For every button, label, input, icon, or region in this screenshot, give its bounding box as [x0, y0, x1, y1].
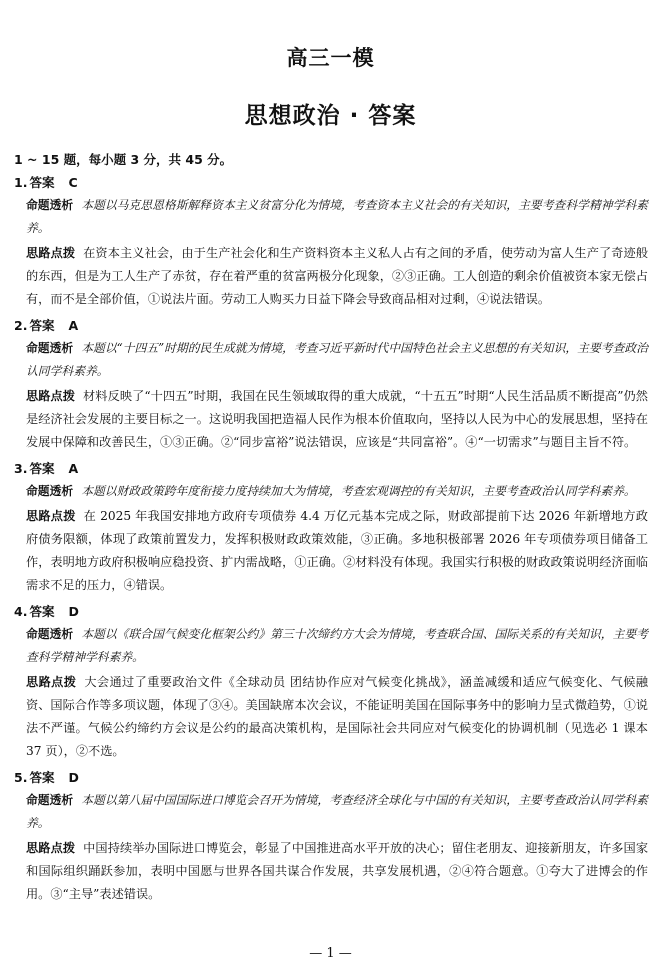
- question-number: 5.: [14, 770, 28, 785]
- question-list: [14, 172, 648, 910]
- question-header: [14, 601, 648, 623]
- answer-value: A: [68, 318, 79, 333]
- analysis-paragraph: [26, 623, 648, 669]
- hint-paragraph: [26, 242, 648, 311]
- analysis-text: 本题以《联合国气候变化框架公约》第三十次缔约方大会为情境，考查联合国、国际关系的有关知识，主要考查科学精神学科素养。: [26, 627, 648, 664]
- question-header: [14, 767, 648, 789]
- answer-label: 答案: [29, 604, 55, 619]
- hint-label: 思路点拨: [26, 509, 76, 523]
- subject-title: 思想政治 · 答案: [244, 103, 417, 129]
- answer-label: 答案: [29, 770, 55, 785]
- hint-paragraph: [26, 671, 648, 763]
- analysis-label: 命题透析: [26, 341, 74, 355]
- question-item: [14, 767, 648, 906]
- analysis-label: 命题透析: [26, 793, 74, 807]
- answer-label: 答案: [29, 318, 55, 333]
- answer-label: 答案: [29, 461, 55, 476]
- section-intro: 1 ~ 15 题，每小题 3 分，共 45 分。: [14, 152, 233, 167]
- hint-label: 思路点拨: [26, 841, 76, 855]
- question-item: [14, 601, 648, 763]
- hint-label: 思路点拨: [26, 246, 76, 260]
- answer-value: D: [68, 604, 79, 619]
- question-item: [14, 315, 648, 454]
- hint-text: 大会通过了重要政治文件《全球动员 团结协作应对气候变化挑战》，涵盖减缓和适应气候变化、气候融资、国际合作等多项议题，体现了③④。美国缺席本次会议，不能证明美国在国际事务中的影响力呈式微趋势，①说法不严谨。气候公约缔约方会议是公约的最高决策机构，是国际社会共同应对气候变化的协调机制（见选必 1 课本 37 页），②不选。: [26, 675, 649, 758]
- hint-text: 在 2025 年我国安排地方政府专项债券 4.4 万亿元基本完成之际，财政部提前下达 2026 年新增地方政府债务限额，体现了政策前置发力，发挥积极财政政策效能，③正确。多地积极部署 2026 年专项债券项目储备工作，表明地方政府积极响应稳投资、扩内需战略，①正确。②材料没有体现。我国实行积极的财政政策说明经济面临需求不足的压力，④错误。: [26, 509, 648, 592]
- question-number: 4.: [14, 604, 28, 619]
- question-number: 2.: [14, 318, 28, 333]
- hint-paragraph: [26, 505, 648, 597]
- analysis-text: 本题以马克思恩格斯解释资本主义贫富分化为情境，考查资本主义社会的有关知识，主要考查科学精神学科素养。: [26, 198, 648, 235]
- analysis-label: 命题透析: [26, 627, 74, 641]
- answer-value: A: [68, 461, 79, 476]
- analysis-text: 本题以第八届中国国际进口博览会召开为情境，考查经济全球化与中国的有关知识，主要考查政治认同学科素养。: [26, 793, 648, 830]
- question-header: [14, 172, 648, 194]
- analysis-label: 命题透析: [26, 198, 74, 212]
- analysis-label: 命题透析: [26, 484, 74, 498]
- analysis-paragraph: [26, 194, 648, 240]
- analysis-paragraph: [26, 337, 648, 383]
- hint-text: 在资本主义社会，由于生产社会化和生产资料资本主义私人占有之间的矛盾，使劳动为富人生产了奇迹般的东西，但是为工人生产了赤贫，存在着严重的贫富两极分化现象，②③正确。工人创造的剩余价值被资本家无偿占有，而不是全部价值，①说法片面。劳动工人购买力日益下降会导致商品相对过剩，④说法错误。: [26, 246, 649, 306]
- hint-text: 材料反映了“十四五”时期，我国在民生领域取得的重大成就，“十五五”时期“人民生活品质不断提高”仍然是经济社会发展的主要目标之一。这说明我国把造福人民作为根本价值取向，坚持以人民为中心的发展思想，坚持在发展中保障和改善民生，①③正确。②“同步富裕”说法错误，应该是“共同富裕”。④“一切需求”与题目主旨不符。: [26, 389, 648, 449]
- hint-label: 思路点拨: [26, 389, 76, 403]
- hint-paragraph: [26, 837, 648, 906]
- analysis-paragraph: [26, 480, 648, 503]
- question-header: [14, 315, 648, 337]
- answer-label: 答案: [29, 175, 55, 190]
- answer-value: D: [68, 770, 79, 785]
- analysis-text: 本题以“十四五”时期的民生成就为情境，考查习近平新时代中国特色社会主义思想的有关知识，主要考查政治认同学科素养。: [26, 341, 648, 378]
- question-number: 1.: [14, 175, 28, 190]
- question-header: [14, 458, 648, 480]
- analysis-text: 本题以财政政策跨年度衔接力度持续加大为情境，考查宏观调控的有关知识，主要考查政治认同学科素养。: [81, 484, 636, 498]
- page-number: — 1 —: [309, 946, 352, 961]
- hint-label: 思路点拨: [26, 675, 77, 689]
- hint-paragraph: [26, 385, 648, 454]
- question-number: 3.: [14, 461, 28, 476]
- question-item: [14, 458, 648, 597]
- answer-value: C: [68, 175, 78, 190]
- hint-text: 中国持续举办国际进口博览会，彰显了中国推进高水平开放的决心；留住老朋友、迎接新朋友，许多国家和国际组织踊跃参加，表明中国愿与世界各国共谋合作发展，共享发展机遇，②④符合题意。①夸大了进博会的作用。③“主导”表述错误。: [26, 841, 649, 901]
- question-item: [14, 172, 648, 311]
- exam-title: 高三一模: [286, 46, 375, 70]
- analysis-paragraph: [26, 789, 648, 835]
